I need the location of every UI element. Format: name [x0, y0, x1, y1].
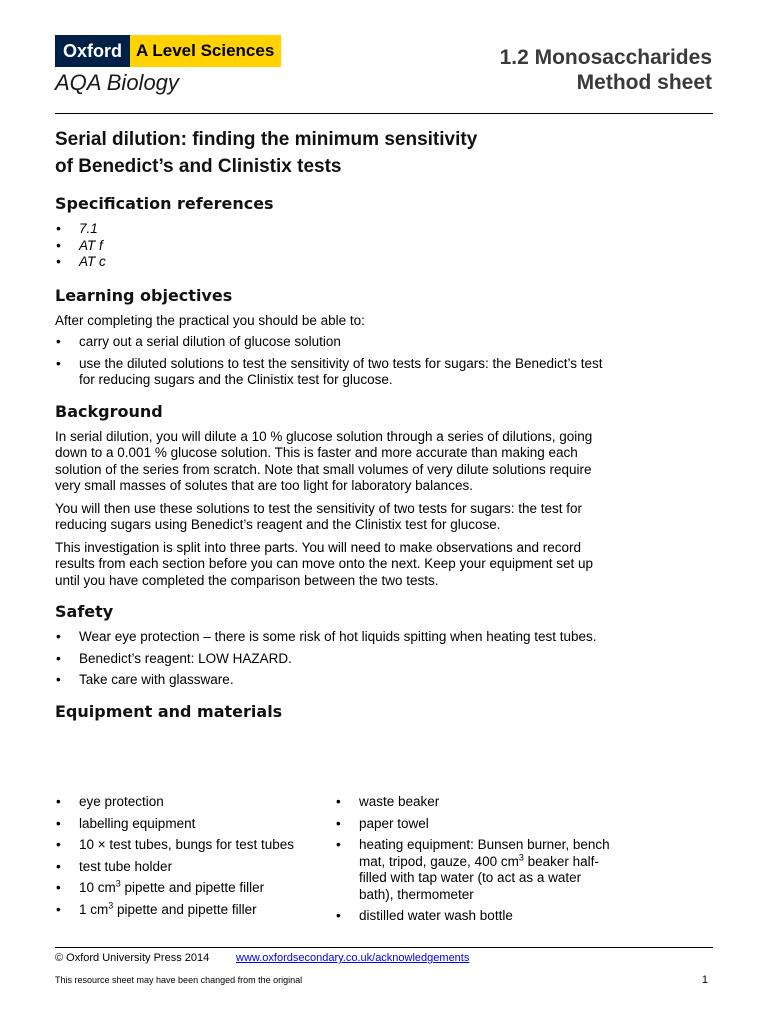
acknowledgements-link[interactable]: www.oxfordsecondary.co.uk/acknowledgements	[236, 952, 470, 964]
spec-item: • AT f	[55, 238, 615, 255]
spec-heading: Specification references	[55, 194, 274, 213]
footer-note: This resource sheet may have been changed from the original	[55, 975, 303, 985]
document-title	[55, 126, 615, 180]
title-line-1: Serial dilution: finding the minimum sensitivity	[55, 129, 478, 150]
logo-oxford: Oxford	[55, 35, 130, 67]
equipment-item: • 10 × test tubes, bungs for test tubes	[55, 837, 335, 854]
safety-list	[55, 629, 615, 689]
topic-line-2: Method sheet	[576, 71, 712, 94]
footer-divider	[55, 947, 713, 948]
equipment-column-1	[55, 794, 335, 930]
spec-list	[55, 221, 615, 271]
equipment-item: • 10 $cm^3$ pipette and pipette filler	[55, 880, 335, 897]
safety-item: • Take care with glassware.	[55, 672, 615, 689]
logo-a-level-sciences: A Level Sciences	[130, 35, 281, 67]
equipment-item: • 1 $cm^3$ pipette and pipette filler	[55, 902, 335, 919]
spec-item: • 7.1	[55, 221, 615, 238]
topic-heading	[500, 45, 712, 95]
equipment-item: • eye protection	[55, 794, 335, 811]
objective-item: • use the diluted solutions to test the sensitivity of two tests for sugars: the Benedict’s test for reducing sugars and the Clinistix test for glucose.	[55, 356, 615, 389]
objectives-heading: Learning objectives	[55, 285, 233, 305]
equipment-column-2	[335, 794, 615, 930]
equipment-item: • distilled water wash bottle	[335, 908, 615, 925]
publisher-logo	[55, 35, 281, 67]
spec-item: • AT c	[55, 254, 615, 271]
equipment-item: • labelling equipment	[55, 816, 335, 833]
equipment-item: • test tube holder	[55, 859, 335, 876]
safety-item: • Benedict’s reagent: LOW HAZARD.	[55, 651, 615, 668]
equipment-item: • waste beaker	[335, 794, 615, 811]
equipment-lists	[55, 794, 665, 930]
background-paragraph: You will then use these solutions to test the sensitivity of two tests for sugars: the test for reducing sugars using Benedict’s reagent and the Clinistix test for glucose.	[55, 500, 583, 532]
background-text	[55, 429, 615, 590]
subject-title: AQA Biology	[55, 70, 179, 95]
objectives-intro: After completing the practical you should be able to:	[55, 312, 365, 328]
background-heading: Background	[55, 401, 163, 421]
title-line-2: of Benedict’s and Clinistix tests	[55, 156, 342, 177]
background-paragraph: In serial dilution, you will dilute a 10 % glucose solution through a series of dilutions, going down to a 0.001 % glucose solution. This is faster and more accurate than making each solution of the series from scratch. Note that small volumes of very dilute solutions require very small masses of solutes that are too light for laboratory balances.	[55, 428, 593, 493]
document-body	[55, 126, 615, 721]
page-number: 1	[701, 974, 708, 986]
safety-item: • Wear eye protection – there is some risk of hot liquids spitting when heating test tubes.	[55, 629, 615, 646]
safety-heading: Safety	[55, 602, 114, 621]
footer-copyright: © Oxford University Press 2014	[55, 952, 210, 964]
header-divider	[55, 113, 713, 114]
equipment-heading: Equipment and materials	[55, 701, 283, 721]
background-paragraph: This investigation is split into three parts. You will need to make observations and record results from each section before you can move onto the next. Keep your equipment set up until you have completed the comparison between the two tests.	[55, 539, 594, 588]
topic-line-1: 1.2 Monosaccharides	[499, 46, 712, 69]
objective-item: • carry out a serial dilution of glucose solution	[55, 334, 615, 351]
equipment-item: • heating equipment: Bunsen burner, bench mat, tripod, gauze, 400 $cm^3$ beaker half-filled with tap water (to act as a water bath), thermometer	[335, 837, 615, 903]
equipment-item: • paper towel	[335, 816, 615, 833]
objectives-list	[55, 334, 615, 389]
